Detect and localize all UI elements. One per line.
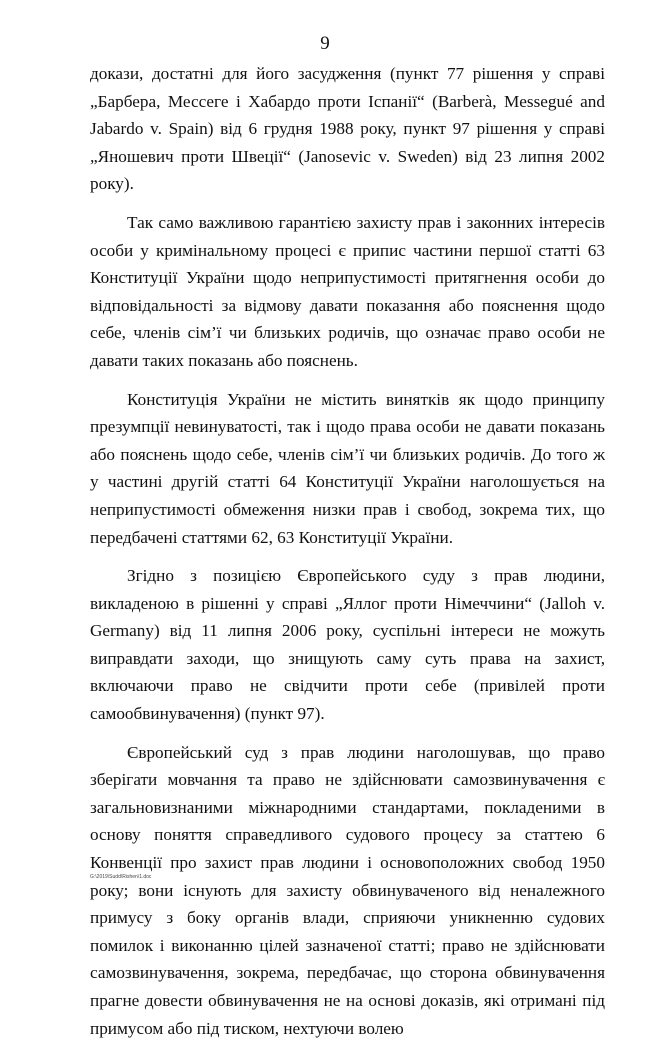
paragraph-jalloh-case: Згідно з позицією Європейського суду з прав людини, викладеною в рішенні у справі „Яллог проти Німеччини“ (Jalloh v. Germany) від 11 липня 2006 року, суспільні інтереси не можуть виправдати заходи, що знищують саму суть права на захист, включаючи право не свідчити проти себе (привілей проти самообвинувачення) (пункт 97). <box>90 566 605 724</box>
footer-file-path: G:\2019\Sudd\Rishen\1.doc <box>90 874 152 880</box>
paragraph-continuation: докази, достатні для його засудження (пункт 77 рішення у справі „Барбера, Мессеге і Хабардо проти Іспанії“ (Barberà, Messegué and Jabardo v. Spain) від 6 грудня 1988 року, пункт 97 рішення у справі „Яношевич проти Швеції“ (Janosevic v. Sweden) від 23 липня 2002 року). <box>90 64 605 194</box>
paragraph-constitution-exceptions: Конституція України не містить винятків як щодо принципу презумпції невинуватості, так і щодо права особи не давати показань або пояснень щодо себе, членів сім’ї чи близьких родичів. До того ж у частині другій статті 64 Конституції України наголошується на неприпустимості обмеження низки прав і свобод, зокрема тих, що передбачені статтями 62, 63 Конституції України. <box>90 389 605 547</box>
document-body <box>90 60 605 1042</box>
page-number: 9 <box>320 33 330 54</box>
paragraph-right-to-silence: Європейський суд з прав людини наголошував, що право зберігати мовчання та право не здійснювати самозвинувачення є загальновизнаними міжнародними стандартами, покладеними в основу поняття справедливого судового процесу за статтею 6 Конвенції про захист прав людини і основоположних свобод 1950 року; вони існують для захисту обвинуваченого від неналежного примусу з боку органів влади, сприяючи уникненню судових помилок і виконанню цілей зазначеної статті; право не здійснювати самозвинувачення, зокрема, передбачає, що сторона обвинувачення прагне довести обвинувачення не на основі доказів, які отримані під примусом або під тиском, нехтуючи волею <box>90 742 605 1038</box>
paragraph-self-incrimination-guarantee: Так само важливою гарантією захисту прав і законних інтересів особи у кримінальному процесі є припис частини першої статті 63 Конституції України щодо неприпустимості притягнення особи до відповідальності за відмову давати показання або пояснення щодо себе, членів сім’ї чи близьких родичів, що означає право особи не давати таких показань або пояснень. <box>90 212 605 370</box>
